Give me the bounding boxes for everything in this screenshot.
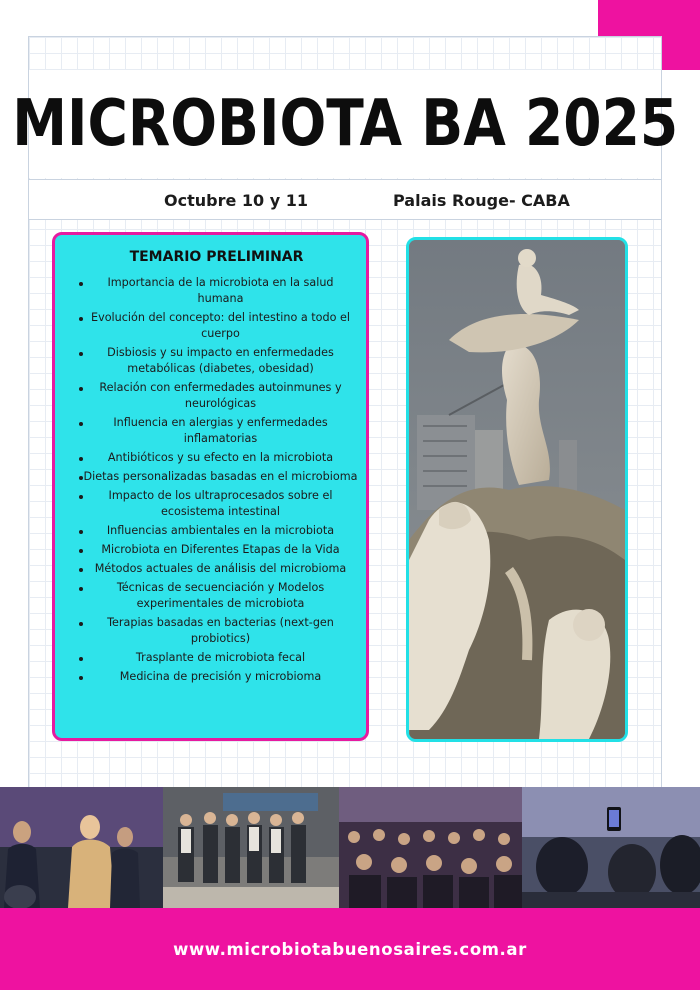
topic-item: Impacto de los ultraprocesados sobre el ecosistema intestinal bbox=[63, 488, 360, 520]
speaker-photo bbox=[0, 787, 163, 908]
topic-item: Disbiosis y su impacto en enfermedades metabólicas (diabetes, obesidad) bbox=[63, 345, 360, 377]
bullet-icon bbox=[79, 476, 83, 480]
audience-illustration bbox=[339, 787, 522, 908]
topic-item: Técnicas de secuenciación y Modelos experimentales de microbiota bbox=[63, 580, 360, 612]
attendees-illustration bbox=[522, 787, 700, 908]
event-date: Octubre 10 y 11 bbox=[164, 191, 308, 210]
topic-item: Trasplante de microbiota fecal bbox=[63, 650, 360, 666]
bullet-icon bbox=[79, 622, 83, 626]
event-info-band bbox=[29, 179, 661, 220]
topic-item: Microbiota en Diferentes Etapas de la Vida bbox=[63, 542, 360, 558]
temario-title: TEMARIO PRELIMINAR bbox=[129, 249, 304, 265]
footer-band bbox=[0, 908, 700, 990]
fountain-sculpture-photo bbox=[406, 237, 628, 742]
topic-item: Antibióticos y su efecto en la microbiota bbox=[63, 450, 360, 466]
bullet-icon bbox=[79, 317, 83, 321]
topic-item: Dietas personalizadas basadas en el microbioma bbox=[63, 469, 360, 485]
topics-list bbox=[63, 275, 360, 685]
fountain-sculpture-illustration bbox=[409, 240, 625, 739]
bullet-icon bbox=[79, 568, 83, 572]
topic-item: Influencias ambientales en la microbiota bbox=[63, 523, 360, 539]
temario-panel bbox=[52, 232, 369, 741]
bullet-icon bbox=[79, 587, 83, 591]
event-photo-strip bbox=[0, 787, 700, 908]
website-link[interactable]: www.microbiotabuenosaires.com.ar bbox=[173, 939, 527, 959]
topic-item: Relación con enfermedades autoinmunes y neurológicas bbox=[63, 380, 360, 412]
page-title: MICROBIOTA BA 2025 bbox=[12, 87, 678, 161]
topic-item: Terapias basadas en bacterias (next-gen probiotics) bbox=[63, 615, 360, 647]
bullet-icon bbox=[79, 387, 83, 391]
topic-item: Medicina de precisión y microbioma bbox=[63, 669, 360, 685]
bullet-icon bbox=[79, 352, 83, 356]
bullet-icon bbox=[79, 282, 83, 286]
bullet-icon bbox=[79, 657, 83, 661]
topic-item: Evolución del concepto: del intestino a todo el cuerpo bbox=[63, 310, 360, 342]
bullet-icon bbox=[79, 457, 83, 461]
topic-item: Importancia de la microbiota en la salud humana bbox=[63, 275, 360, 307]
audience-photo bbox=[339, 787, 522, 908]
bullet-icon bbox=[79, 495, 83, 499]
group-illustration bbox=[163, 787, 339, 908]
bullet-icon bbox=[79, 549, 83, 553]
speaker-illustration bbox=[0, 787, 163, 908]
attendees-photo bbox=[522, 787, 700, 908]
group-photo bbox=[163, 787, 339, 908]
bullet-icon bbox=[79, 530, 83, 534]
event-venue: Palais Rouge- CABA bbox=[393, 191, 570, 210]
topic-item: Influencia en alergias y enfermedades inflamatorias bbox=[63, 415, 360, 447]
bullet-icon bbox=[79, 676, 83, 680]
title-band bbox=[12, 70, 678, 178]
topic-item: Métodos actuales de análisis del microbioma bbox=[63, 561, 360, 577]
bullet-icon bbox=[79, 422, 83, 426]
